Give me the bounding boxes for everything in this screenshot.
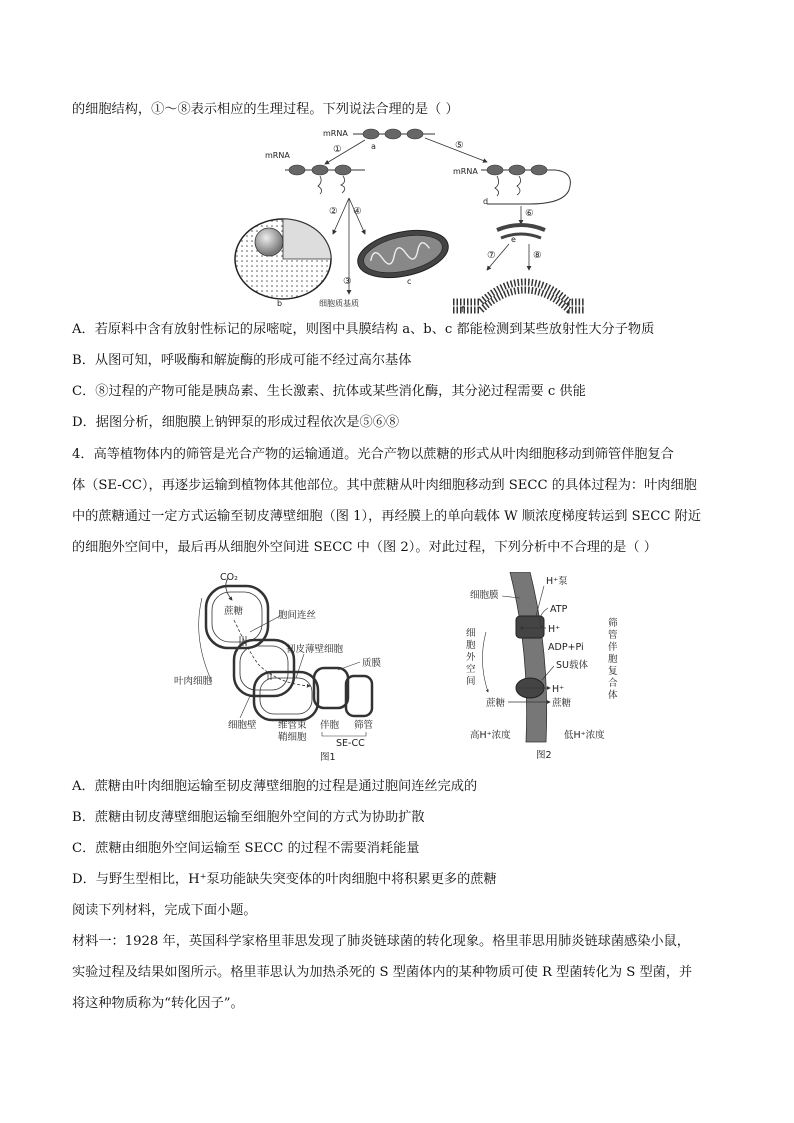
svg-text:合: 合 [608, 678, 618, 689]
fig1-secc: SE-CC [336, 738, 365, 749]
q4-stem-line-1: 4．高等植物体内的筛管是光合产物的运输通道。光合产物以蔗糖的形式从叶肉细胞移动到筛管伴胞复合 [72, 447, 674, 462]
fig1-sieve-tube: 筛管 [354, 720, 374, 731]
svg-text:复: 复 [608, 666, 618, 677]
q4-figure-2 [460, 572, 630, 764]
sieve-tube [346, 676, 372, 716]
material-line-2: 实验过程及结果如图所示。格里菲思认为加热杀死的 S 型菌体内的某种物质可使 R 型菌转化为 S 型菌，并 [72, 965, 693, 980]
q3-option-c: C．⑧过程的产物可能是胰岛素、生长激素、抗体或某些消化酶，其分泌过程需要 c 供能 [72, 384, 586, 399]
q4-figure-1 [170, 568, 415, 764]
fig2-high-h: 高H⁺浓度 [470, 730, 511, 741]
svg-text:管: 管 [608, 630, 618, 641]
mitochondrion-drawing [353, 223, 452, 285]
fig2-caption: 图2 [536, 750, 552, 761]
fig2-low-h: 低H⁺浓度 [564, 730, 605, 741]
q3-figure [225, 124, 585, 314]
svg-text:细: 细 [466, 628, 476, 639]
process-1: ① [333, 144, 342, 155]
svg-text:胞: 胞 [466, 640, 476, 651]
process-6: ⑥ [525, 208, 534, 219]
cytoplasm-label: 细胞质基质 [319, 299, 359, 308]
q4-option-b: B．蔗糖由韧皮薄壁细胞运输至细胞外空间的方式为协助扩散 [72, 810, 425, 825]
fig1-cell-wall: 细胞壁 [228, 720, 257, 731]
material-line-1: 材料一：1928 年，英国科学家格里菲思发现了肺炎链球菌的转化现象。格里菲思用肺炎链球菌感染小鼠， [72, 934, 690, 949]
fig1-phloem-parenchyma: 韧皮薄壁细胞 [286, 644, 344, 655]
label-d: d [483, 197, 489, 206]
mesophyll-cell-1 [206, 586, 268, 648]
material-line-3: 将这种物质称为“转化因子”。 [72, 996, 244, 1011]
fig1-co2: CO₂ [220, 572, 238, 583]
ribosome-group-top [363, 129, 423, 139]
process-5: ⑤ [455, 140, 464, 151]
label-c: c [407, 277, 412, 286]
q3-option-a: A．若原料中含有放射性标记的尿嘧啶，则图中具膜结构 a、b、c 都能检测到某些放射性大分子物质 [72, 322, 655, 337]
process-4: ④ [353, 206, 362, 217]
svg-text:胞: 胞 [608, 654, 618, 665]
fig1-plasmodesmata: 胞间连丝 [278, 610, 317, 621]
fig1-plasma-membrane: 质膜 [362, 658, 382, 669]
mrna-top-label: mRNA [323, 129, 348, 138]
mrna-left-label: mRNA [265, 151, 290, 160]
fig2-atp: ATP [550, 604, 568, 615]
process-2: ② [329, 206, 338, 217]
membrane-drawing [453, 282, 585, 310]
label-e: e [511, 235, 516, 244]
label-f: f [461, 305, 464, 314]
q4-stem-line-4: 的细胞外空间中，最后再从细胞外空间进 SECC 中（图 2）。对此过程，下列分析中不合理的是（ ） [72, 540, 657, 555]
fig2-su-label: SU载体 [556, 660, 588, 671]
process-7: ⑦ [487, 250, 496, 261]
fig1-bundle-sheath-1: 维管束 [278, 720, 307, 731]
process-3: ③ [343, 276, 352, 287]
fig1-companion: 伴胞 [320, 720, 340, 731]
svg-text:筛: 筛 [608, 618, 618, 629]
fig2-pump-label: H⁺泵 [546, 576, 568, 587]
label-b: b [277, 299, 283, 308]
q3-intro: 的细胞结构，①～⑧表示相应的生理过程。下列说法合理的是（ ） [72, 102, 459, 117]
mrna-right-label: mRNA [453, 167, 478, 176]
fig2-h1: H⁺ [548, 624, 561, 635]
label-a: a [371, 142, 376, 151]
svg-text:外: 外 [466, 652, 476, 663]
fig2-secc-label [608, 617, 618, 701]
q4-option-c: C．蔗糖由细胞外空间运输至 SECC 的过程不需要消耗能量 [72, 841, 420, 856]
svg-text:体: 体 [608, 690, 618, 701]
fig2-adp: ADP+Pi [548, 642, 584, 653]
fig1-caption: 图1 [320, 752, 336, 763]
fig2-h2: H⁺ [552, 684, 565, 695]
q4-stem-line-2: 体（SE-CC），再逐步运输到植物体其他部位。其中蔗糖从叶肉细胞移动到 SECC 的具体过程为：叶肉细胞 [72, 478, 697, 493]
svg-text:间: 间 [466, 676, 476, 687]
q4-option-d: D．与野生型相比，H⁺泵功能缺失突变体的叶肉细胞中将积累更多的蔗糖 [72, 872, 497, 887]
process-8: ⑧ [533, 250, 542, 261]
nucleus-drawing [235, 219, 331, 299]
q4-stem-line-3: 中的蔗糖通过一定方式运输至韧皮薄壁细胞（图 1），再经膜上的单向载体 W 顺浓度梯度转运到 SECC 附近 [72, 509, 702, 524]
svg-text:空: 空 [466, 664, 476, 675]
fig2-sucrose-left: 蔗糖 [486, 698, 506, 709]
fig1-sucrose: 蔗糖 [224, 606, 244, 617]
fig2-sucrose-right: 蔗糖 [552, 698, 572, 709]
fig2-extracellular [466, 628, 476, 687]
q4-option-a: A．蔗糖由叶肉细胞运输至韧皮薄壁细胞的过程是通过胞间连丝完成的 [72, 779, 478, 794]
fig2-membrane-label: 细胞膜 [470, 590, 499, 601]
svg-text:伴: 伴 [608, 642, 618, 653]
q3-option-b: B．从图可知，呼吸酶和解旋酶的形成可能不经过高尔基体 [72, 353, 412, 368]
fig1-bundle-sheath-2: 鞘细胞 [278, 732, 307, 743]
q3-option-d: D．据图分析，细胞膜上钠钾泵的形成过程依次是⑤⑥⑧ [72, 415, 400, 430]
fig1-mesophyll: 叶肉细胞 [174, 676, 213, 687]
reading-prompt: 阅读下列材料，完成下面小题。 [72, 903, 257, 918]
